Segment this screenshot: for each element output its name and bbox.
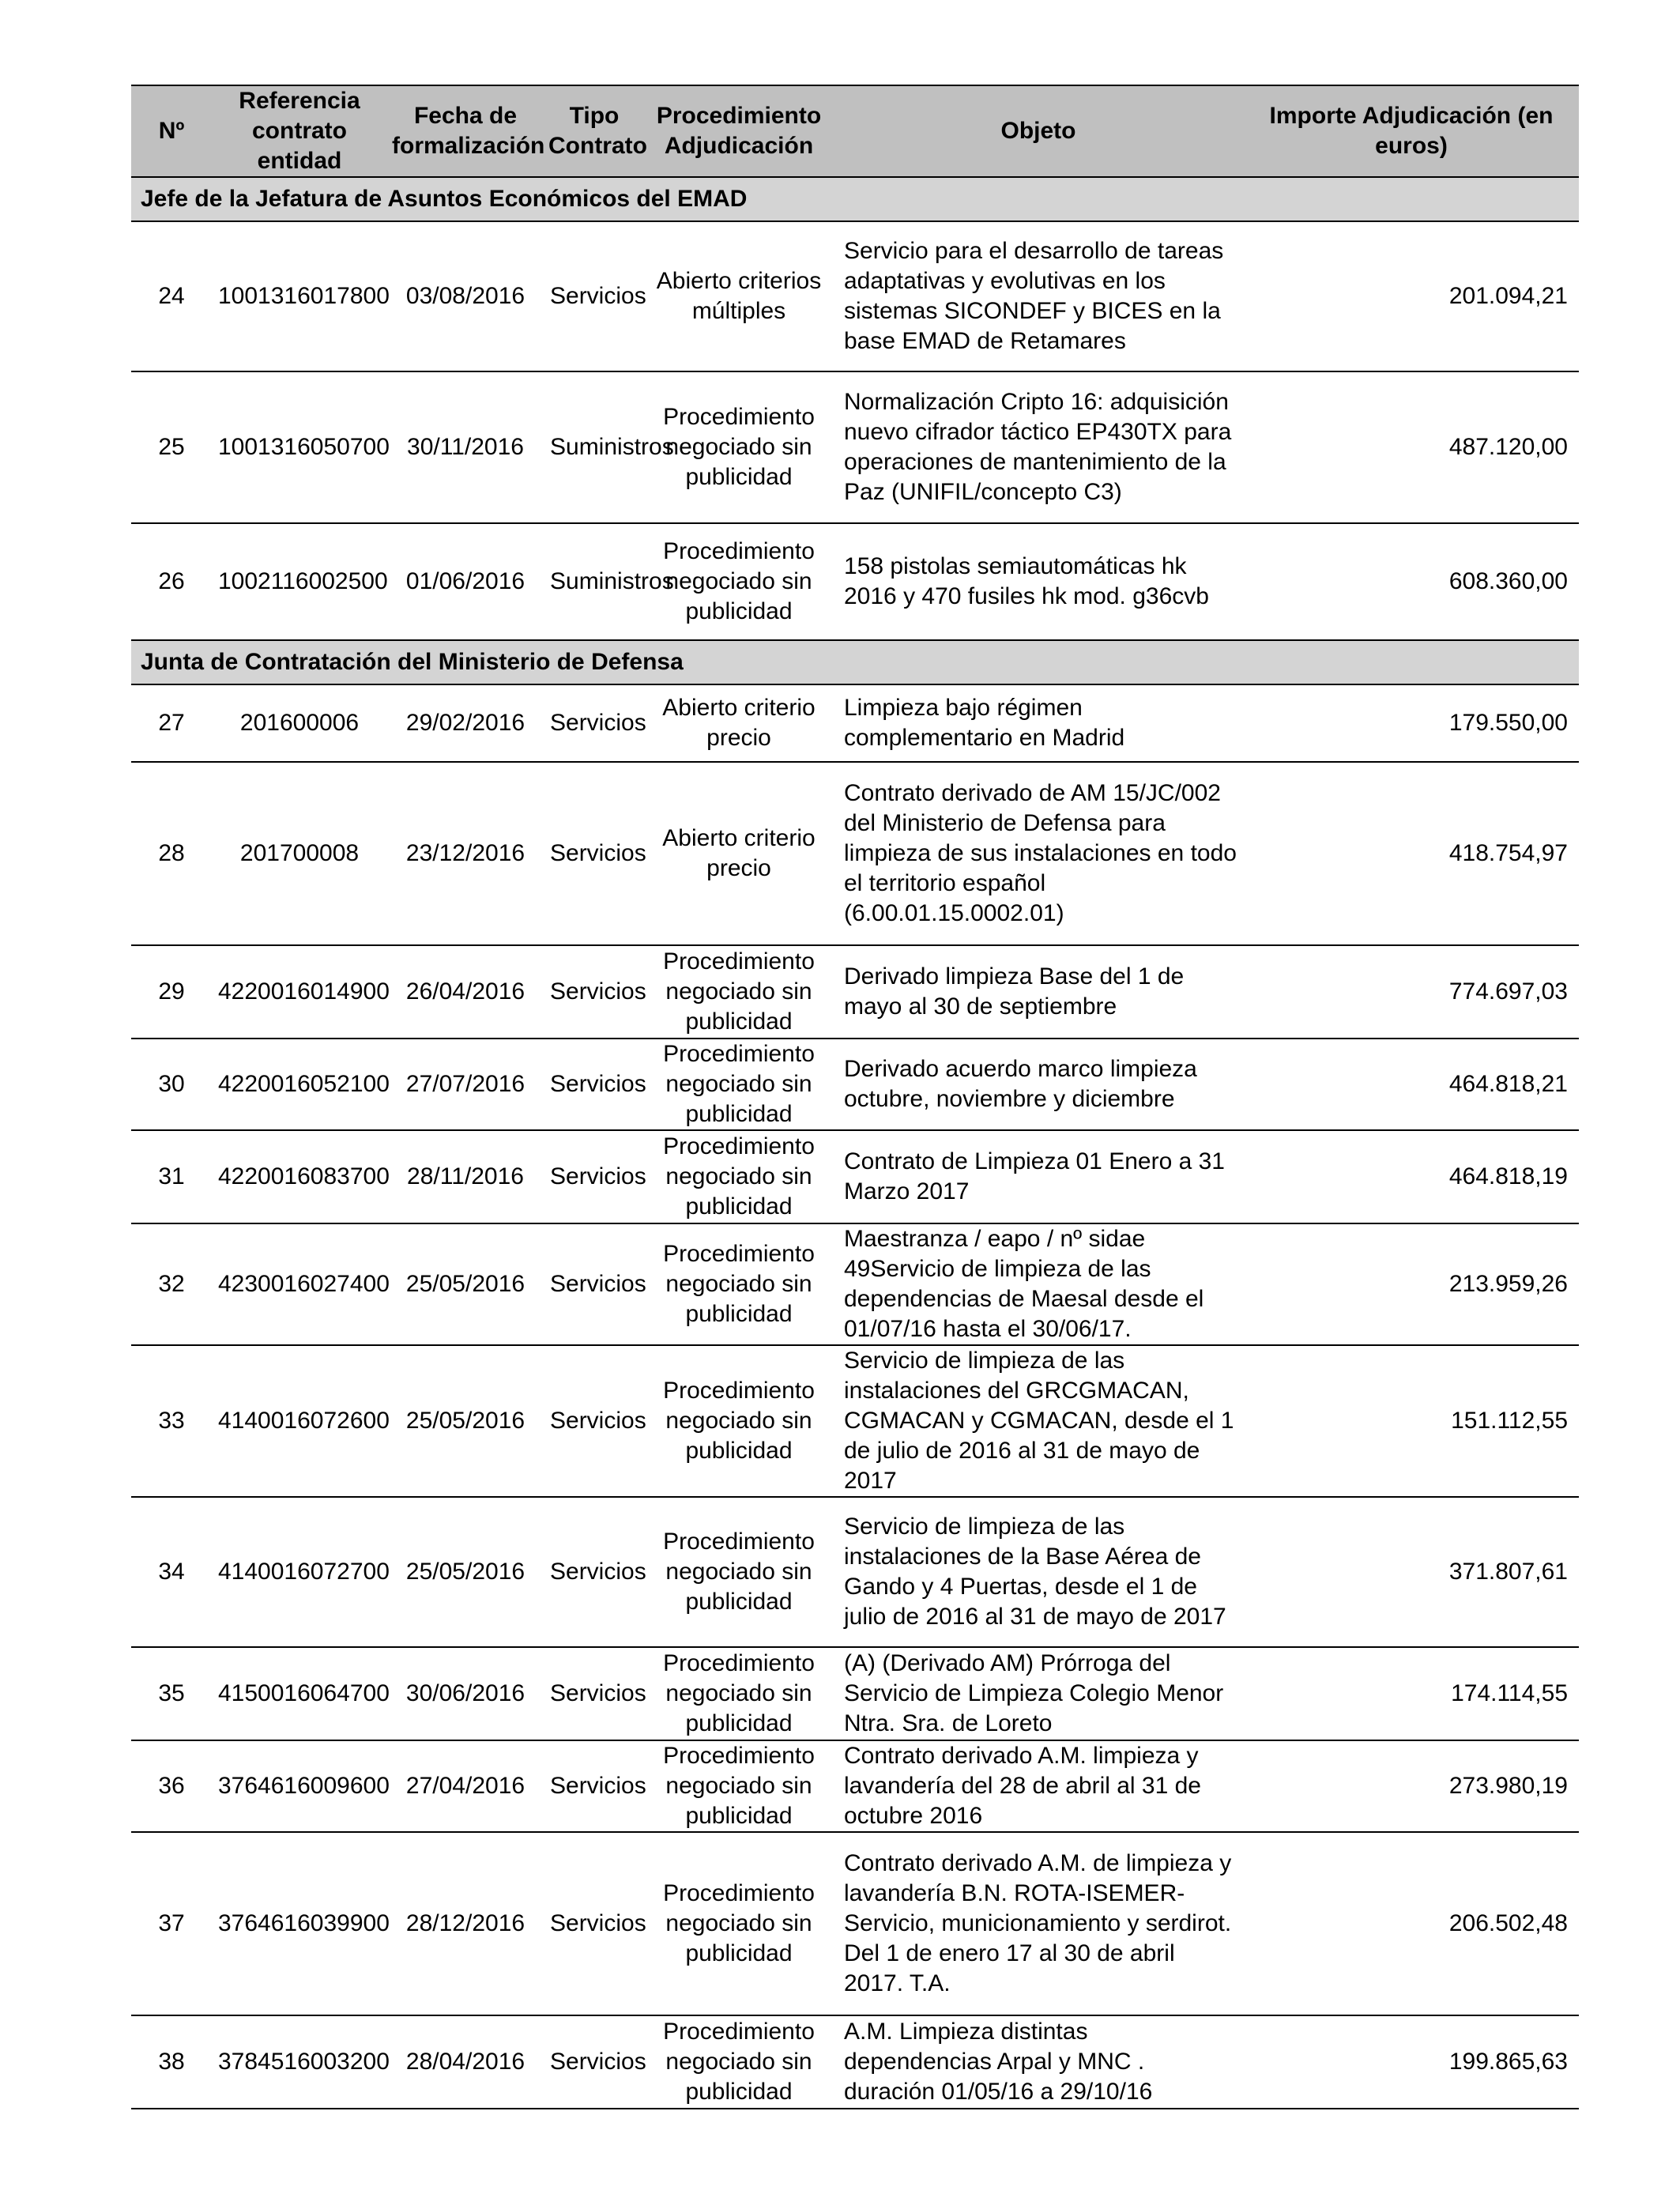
- cell-no: 28: [131, 762, 212, 945]
- cell-no: 26: [131, 523, 212, 640]
- table-row: [131, 762, 1579, 945]
- table-header: [131, 85, 1579, 177]
- cell-fecha: 25/05/2016: [387, 1345, 544, 1497]
- table-row: [131, 1497, 1579, 1647]
- cell-procedimiento: Procedimiento negociado sin publicidad: [645, 1497, 833, 1647]
- cell-objeto: Servicio de limpieza de las instalaciones de la Base Aérea de Gando y 4 Puertas, desde el 1 de julio de 2016 al 31 de mayo de 2017: [833, 1497, 1244, 1647]
- cell-objeto: Derivado acuerdo marco limpieza octubre, noviembre y diciembre: [833, 1039, 1244, 1130]
- header-referencia: Referencia contrato entidad: [212, 85, 387, 177]
- header-importe: Importe Adjudicación (en euros): [1244, 85, 1579, 177]
- cell-fecha: 29/02/2016: [387, 684, 544, 762]
- cell-fecha: 28/11/2016: [387, 1130, 544, 1223]
- cell-importe: 201.094,21: [1244, 221, 1579, 371]
- contracts-page: [131, 85, 1579, 2109]
- cell-no: 37: [131, 1832, 212, 2015]
- cell-referencia: 4230016027400: [212, 1223, 387, 1345]
- cell-no: 24: [131, 221, 212, 371]
- cell-tipo: Servicios: [544, 762, 645, 945]
- cell-procedimiento: Procedimiento negociado sin publicidad: [645, 1647, 833, 1740]
- cell-fecha: 30/11/2016: [387, 371, 544, 523]
- table-row: [131, 945, 1579, 1039]
- cell-fecha: 25/05/2016: [387, 1497, 544, 1647]
- header-no: Nº: [131, 85, 212, 177]
- cell-importe: 199.865,63: [1244, 2015, 1579, 2109]
- cell-fecha: 01/06/2016: [387, 523, 544, 640]
- cell-importe: 206.502,48: [1244, 1832, 1579, 2015]
- cell-fecha: 26/04/2016: [387, 945, 544, 1039]
- table-row: [131, 1345, 1579, 1497]
- cell-procedimiento: Procedimiento negociado sin publicidad: [645, 1345, 833, 1497]
- table-row: [131, 221, 1579, 371]
- table-row: [131, 1647, 1579, 1740]
- cell-importe: 371.807,61: [1244, 1497, 1579, 1647]
- cell-referencia: 4220016052100: [212, 1039, 387, 1130]
- cell-referencia: 4150016064700: [212, 1647, 387, 1740]
- cell-no: 35: [131, 1647, 212, 1740]
- cell-procedimiento: Procedimiento negociado sin publicidad: [645, 1740, 833, 1832]
- cell-referencia: 4220016083700: [212, 1130, 387, 1223]
- cell-tipo: Servicios: [544, 1832, 645, 2015]
- cell-importe: 179.550,00: [1244, 684, 1579, 762]
- cell-procedimiento: Procedimiento negociado sin publicidad: [645, 1223, 833, 1345]
- cell-importe: 464.818,19: [1244, 1130, 1579, 1223]
- header-fecha: Fecha de formalización: [387, 85, 544, 177]
- cell-no: 38: [131, 2015, 212, 2109]
- section-title: Junta de Contratación del Ministerio de Defensa: [131, 640, 1579, 684]
- cell-referencia: 201600006: [212, 684, 387, 762]
- cell-tipo: Servicios: [544, 1039, 645, 1130]
- cell-importe: 464.818,21: [1244, 1039, 1579, 1130]
- cell-referencia: 1002116002500: [212, 523, 387, 640]
- cell-referencia: 3764616039900: [212, 1832, 387, 2015]
- cell-importe: 418.754,97: [1244, 762, 1579, 945]
- table-body: [131, 177, 1579, 2109]
- table-row: [131, 371, 1579, 523]
- table-row: [131, 1039, 1579, 1130]
- cell-objeto: Limpieza bajo régimen complementario en Madrid: [833, 684, 1244, 762]
- table-row: [131, 1832, 1579, 2015]
- section-row: [131, 640, 1579, 684]
- cell-referencia: 3764616009600: [212, 1740, 387, 1832]
- cell-importe: 273.980,19: [1244, 1740, 1579, 1832]
- cell-no: 32: [131, 1223, 212, 1345]
- cell-procedimiento: Procedimiento negociado sin publicidad: [645, 523, 833, 640]
- cell-objeto: Servicio de limpieza de las instalaciones del GRCGMACAN, CGMACAN y CGMACAN, desde el 1 de julio de 2016 al 31 de mayo de 2017: [833, 1345, 1244, 1497]
- cell-fecha: 25/05/2016: [387, 1223, 544, 1345]
- cell-procedimiento: Procedimiento negociado sin publicidad: [645, 1832, 833, 2015]
- cell-referencia: 4140016072700: [212, 1497, 387, 1647]
- cell-no: 25: [131, 371, 212, 523]
- cell-fecha: 27/07/2016: [387, 1039, 544, 1130]
- cell-fecha: 03/08/2016: [387, 221, 544, 371]
- cell-no: 27: [131, 684, 212, 762]
- cell-objeto: Normalización Cripto 16: adquisición nuevo cifrador táctico EP430TX para operaciones de mantenimiento de la Paz (UNIFIL/concepto C3): [833, 371, 1244, 523]
- cell-tipo: Servicios: [544, 684, 645, 762]
- cell-referencia: 4140016072600: [212, 1345, 387, 1497]
- cell-tipo: Servicios: [544, 2015, 645, 2109]
- cell-procedimiento: Abierto criterio precio: [645, 762, 833, 945]
- section-row: [131, 177, 1579, 221]
- cell-fecha: 28/04/2016: [387, 2015, 544, 2109]
- contracts-table: [131, 85, 1579, 2109]
- cell-importe: 774.697,03: [1244, 945, 1579, 1039]
- cell-tipo: Servicios: [544, 1223, 645, 1345]
- cell-no: 30: [131, 1039, 212, 1130]
- cell-no: 34: [131, 1497, 212, 1647]
- cell-fecha: 27/04/2016: [387, 1740, 544, 1832]
- cell-fecha: 23/12/2016: [387, 762, 544, 945]
- header-objeto: Objeto: [833, 85, 1244, 177]
- cell-tipo: Servicios: [544, 1345, 645, 1497]
- cell-procedimiento: Procedimiento negociado sin publicidad: [645, 371, 833, 523]
- section-title: Jefe de la Jefatura de Asuntos Económicos del EMAD: [131, 177, 1579, 221]
- cell-no: 36: [131, 1740, 212, 1832]
- cell-procedimiento: Abierto criterio precio: [645, 684, 833, 762]
- cell-tipo: Servicios: [544, 1130, 645, 1223]
- cell-objeto: Contrato de Limpieza 01 Enero a 31 Marzo 2017: [833, 1130, 1244, 1223]
- cell-no: 29: [131, 945, 212, 1039]
- cell-importe: 608.360,00: [1244, 523, 1579, 640]
- cell-referencia: 3784516003200: [212, 2015, 387, 2109]
- cell-no: 33: [131, 1345, 212, 1497]
- cell-objeto: (A) (Derivado AM) Prórroga del Servicio de Limpieza Colegio Menor Ntra. Sra. de Loreto: [833, 1647, 1244, 1740]
- cell-importe: 487.120,00: [1244, 371, 1579, 523]
- cell-objeto: A.M. Limpieza distintas dependencias Arpal y MNC . duración 01/05/16 a 29/10/16: [833, 2015, 1244, 2109]
- table-row: [131, 684, 1579, 762]
- cell-tipo: Servicios: [544, 945, 645, 1039]
- header-tipo: Tipo Contrato: [544, 85, 645, 177]
- cell-tipo: Servicios: [544, 1647, 645, 1740]
- cell-referencia: 1001316017800: [212, 221, 387, 371]
- cell-referencia: 201700008: [212, 762, 387, 945]
- cell-referencia: 1001316050700: [212, 371, 387, 523]
- cell-objeto: 158 pistolas semiautomáticas hk 2016 y 470 fusiles hk mod. g36cvb: [833, 523, 1244, 640]
- header-procedimiento: Procedimiento Adjudicación: [645, 85, 833, 177]
- cell-importe: 174.114,55: [1244, 1647, 1579, 1740]
- cell-objeto: Contrato derivado de AM 15/JC/002 del Ministerio de Defensa para limpieza de sus instalaciones en todo el territorio español (6.00.01.15.0002.01): [833, 762, 1244, 945]
- cell-importe: 213.959,26: [1244, 1223, 1579, 1345]
- cell-procedimiento: Procedimiento negociado sin publicidad: [645, 945, 833, 1039]
- cell-fecha: 30/06/2016: [387, 1647, 544, 1740]
- cell-tipo: Servicios: [544, 1497, 645, 1647]
- cell-objeto: Maestranza / eapo / nº sidae 49Servicio de limpieza de las dependencias de Maesal desde el 01/07/16 hasta el 30/06/17.: [833, 1223, 1244, 1345]
- table-row: [131, 523, 1579, 640]
- cell-procedimiento: Procedimiento negociado sin publicidad: [645, 1130, 833, 1223]
- header-row: [131, 85, 1579, 177]
- cell-tipo: Suministros: [544, 523, 645, 640]
- cell-tipo: Servicios: [544, 221, 645, 371]
- cell-no: 31: [131, 1130, 212, 1223]
- table-row: [131, 1223, 1579, 1345]
- cell-objeto: Servicio para el desarrollo de tareas adaptativas y evolutivas en los sistemas SICONDEF y BICES en la base EMAD de Retamares: [833, 221, 1244, 371]
- cell-tipo: Servicios: [544, 1740, 645, 1832]
- cell-procedimiento: Procedimiento negociado sin publicidad: [645, 1039, 833, 1130]
- cell-objeto: Contrato derivado A.M. de limpieza y lavandería B.N. ROTA-ISEMER-Servicio, municionamiento y serdirot. Del 1 de enero 17 al 30 de abril 2017. T.A.: [833, 1832, 1244, 2015]
- cell-fecha: 28/12/2016: [387, 1832, 544, 2015]
- cell-importe: 151.112,55: [1244, 1345, 1579, 1497]
- cell-procedimiento: Procedimiento negociado sin publicidad: [645, 2015, 833, 2109]
- table-row: [131, 1740, 1579, 1832]
- cell-tipo: Suministros: [544, 371, 645, 523]
- cell-procedimiento: Abierto criterios múltiples: [645, 221, 833, 371]
- table-row: [131, 2015, 1579, 2109]
- table-row: [131, 1130, 1579, 1223]
- cell-objeto: Contrato derivado A.M. limpieza y lavandería del 28 de abril al 31 de octubre 2016: [833, 1740, 1244, 1832]
- cell-referencia: 4220016014900: [212, 945, 387, 1039]
- cell-objeto: Derivado limpieza Base del 1 de mayo al 30 de septiembre: [833, 945, 1244, 1039]
